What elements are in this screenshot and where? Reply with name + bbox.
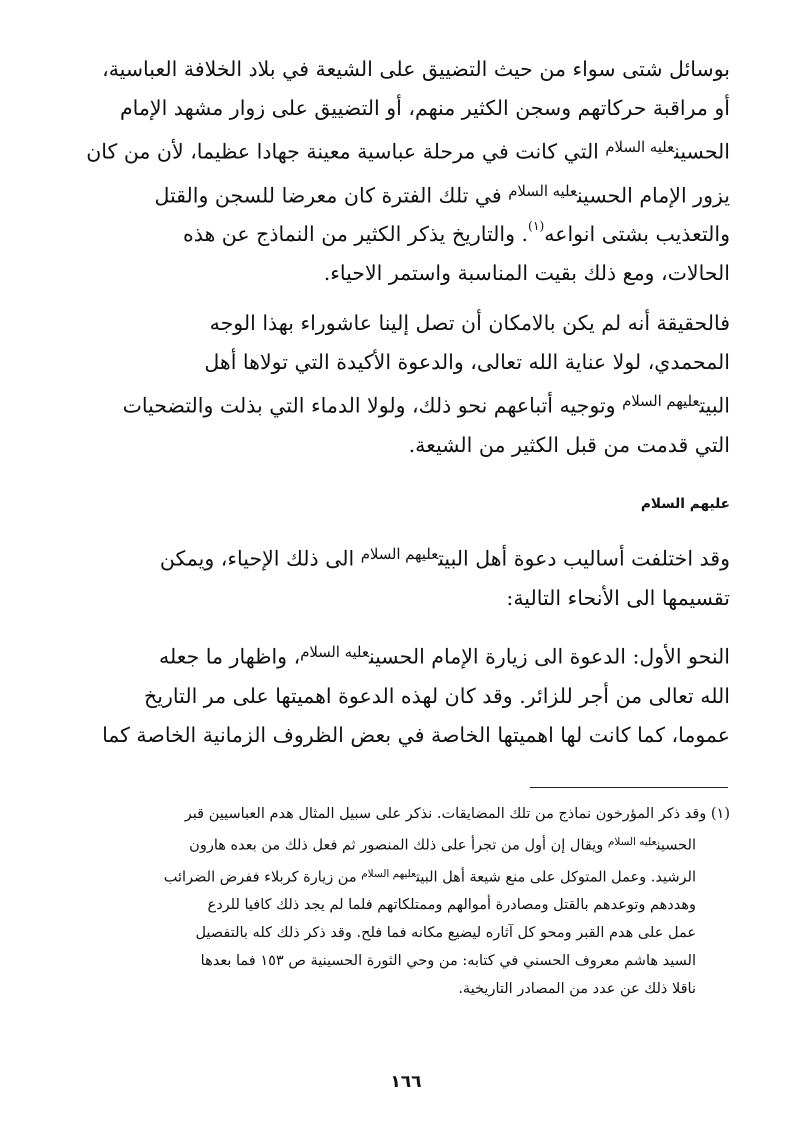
text-line: عموما، كما كانت لها اهميتها الخاصة في بعض الظروف الزمانية الخاصة كما: [102, 722, 730, 747]
text-fragment: وقد اختلفت أساليب دعوة أهل البيت: [438, 546, 730, 571]
footnote-separator: [530, 787, 728, 788]
text-fragment: . والتاريخ يذكر الكثير من النماذج عن هذه: [182, 222, 529, 247]
footnote: [80, 800, 730, 1003]
text-line: تقسيمها الى الأنحاء التالية:: [506, 585, 730, 610]
footnote-line: ناقلا ذلك عن عدد من المصادر التاريخية.: [458, 981, 696, 998]
honorific-mark: عليه السلام: [508, 182, 577, 200]
paragraph-4: [80, 633, 730, 755]
footnote-reference[interactable]: (١): [528, 219, 545, 234]
paragraph-2: [80, 304, 730, 465]
paragraph-3: [80, 535, 730, 618]
honorific-mark: عليهم السلام: [361, 867, 417, 880]
text-line: التي قدمت من قبل الكثير من الشيعة.: [408, 432, 730, 457]
section-heading: [80, 486, 730, 526]
text-fragment: الرشيد. وعمل المتوكل على منع شيعة أهل البيت: [416, 869, 696, 886]
text-fragment: النحو الأول: الدعوة الى زيارة الإمام الحسين: [368, 644, 730, 669]
text-fragment: ، واظهار ما جعله: [158, 644, 301, 669]
honorific-mark: عليهم السلام: [622, 393, 700, 410]
text-line: [80, 128, 730, 172]
text-line: [80, 633, 730, 677]
page-number: ١٦٦: [390, 1072, 422, 1092]
text-line: [80, 382, 730, 426]
footnote-line: (١) وقد ذكر المؤرخون نماذج من تلك المضايقات. نذكر على سبيل المثال هدم العباسيين قبر: [184, 806, 730, 822]
footnote-line: [80, 828, 730, 860]
text-fragment: ويقال إن أول من تجرأ على ذلك المنصور ثم فعل ذلك من بعده هارون: [189, 837, 604, 854]
text-fragment: والتعذيب بشتى انواعه: [544, 222, 730, 247]
text-line: [80, 535, 730, 579]
text-fragment: الحسين: [674, 139, 730, 164]
text-fragment: يزور الإمام الحسين: [577, 183, 730, 208]
text-line: المحمدي، لولا عناية الله تعالى، والدعوة الأكيدة التي تولاها أهل: [204, 350, 730, 374]
paragraph-1: [80, 50, 730, 293]
honorific-mark: عليهم السلام: [360, 546, 439, 563]
honorific-mark: عليه السلام: [300, 644, 369, 661]
honorific-mark: عليه السلام: [605, 139, 675, 156]
text-fragment: التي كانت في مرحلة عباسية معينة جهادا عظيما، لأن من كان: [86, 139, 599, 164]
text-line: الله تعالى من أجر للزائر. وقد كان لهذه الدعوة اهميتها على مر التاريخ: [144, 683, 730, 708]
text-line: [80, 215, 730, 254]
footnote-line: وهددهم وتوعدهم بالقتل ومصادرة أموالهم وممتلكاتهم فلما لم يجد ذلك كافيا للردع: [207, 897, 696, 914]
text-line: أو مراقبة حركاتهم وسجن الكثير منهم، أو التضييق على زوار مشهد الإمام: [119, 96, 730, 120]
text-fragment: وتوجيه أتباعهم نحو ذلك، ولولا الدماء التي بذلت والتضحيات: [122, 393, 616, 418]
honorific-mark: عليه السلام: [607, 836, 657, 848]
text-fragment: الحسين: [656, 837, 696, 854]
text-line: فالحقيقة أنه لم يكن بالامكان أن تصل إلينا عاشوراء بهذا الوجه: [209, 311, 730, 335]
text-line: الحالات، ومع ذلك بقيت المناسبة واستمر الاحياء.: [323, 261, 730, 286]
text-fragment: الى ذلك الإحياء، ويمكن: [159, 546, 355, 571]
text-fragment: البيت: [699, 393, 730, 418]
footnote-line: عمل على هدم القبر ومحو كل آثاره ليضيع مكانه فما فلح. وقد ذكر ذلك كله بالتفصيل: [195, 925, 696, 942]
text-line: [80, 172, 730, 216]
footnote-line: [80, 860, 730, 892]
text-fragment: من زيارة كربلاء ففرض الضرائب: [163, 869, 357, 886]
text-line: بوسائل شتى سواء من حيث التضييق على الشيعة في بلاد الخلافة العباسية،: [102, 57, 730, 81]
text-fragment: في تلك الفترة كان معرضا للسجن والقتل: [154, 183, 502, 208]
footnote-line: السيد هاشم معروف الحسني في كتابه: من وحي الثورة الحسينية ص ١٥٣ فما بعدها: [200, 953, 696, 970]
honorific-mark: عليهم السلام: [640, 496, 730, 512]
